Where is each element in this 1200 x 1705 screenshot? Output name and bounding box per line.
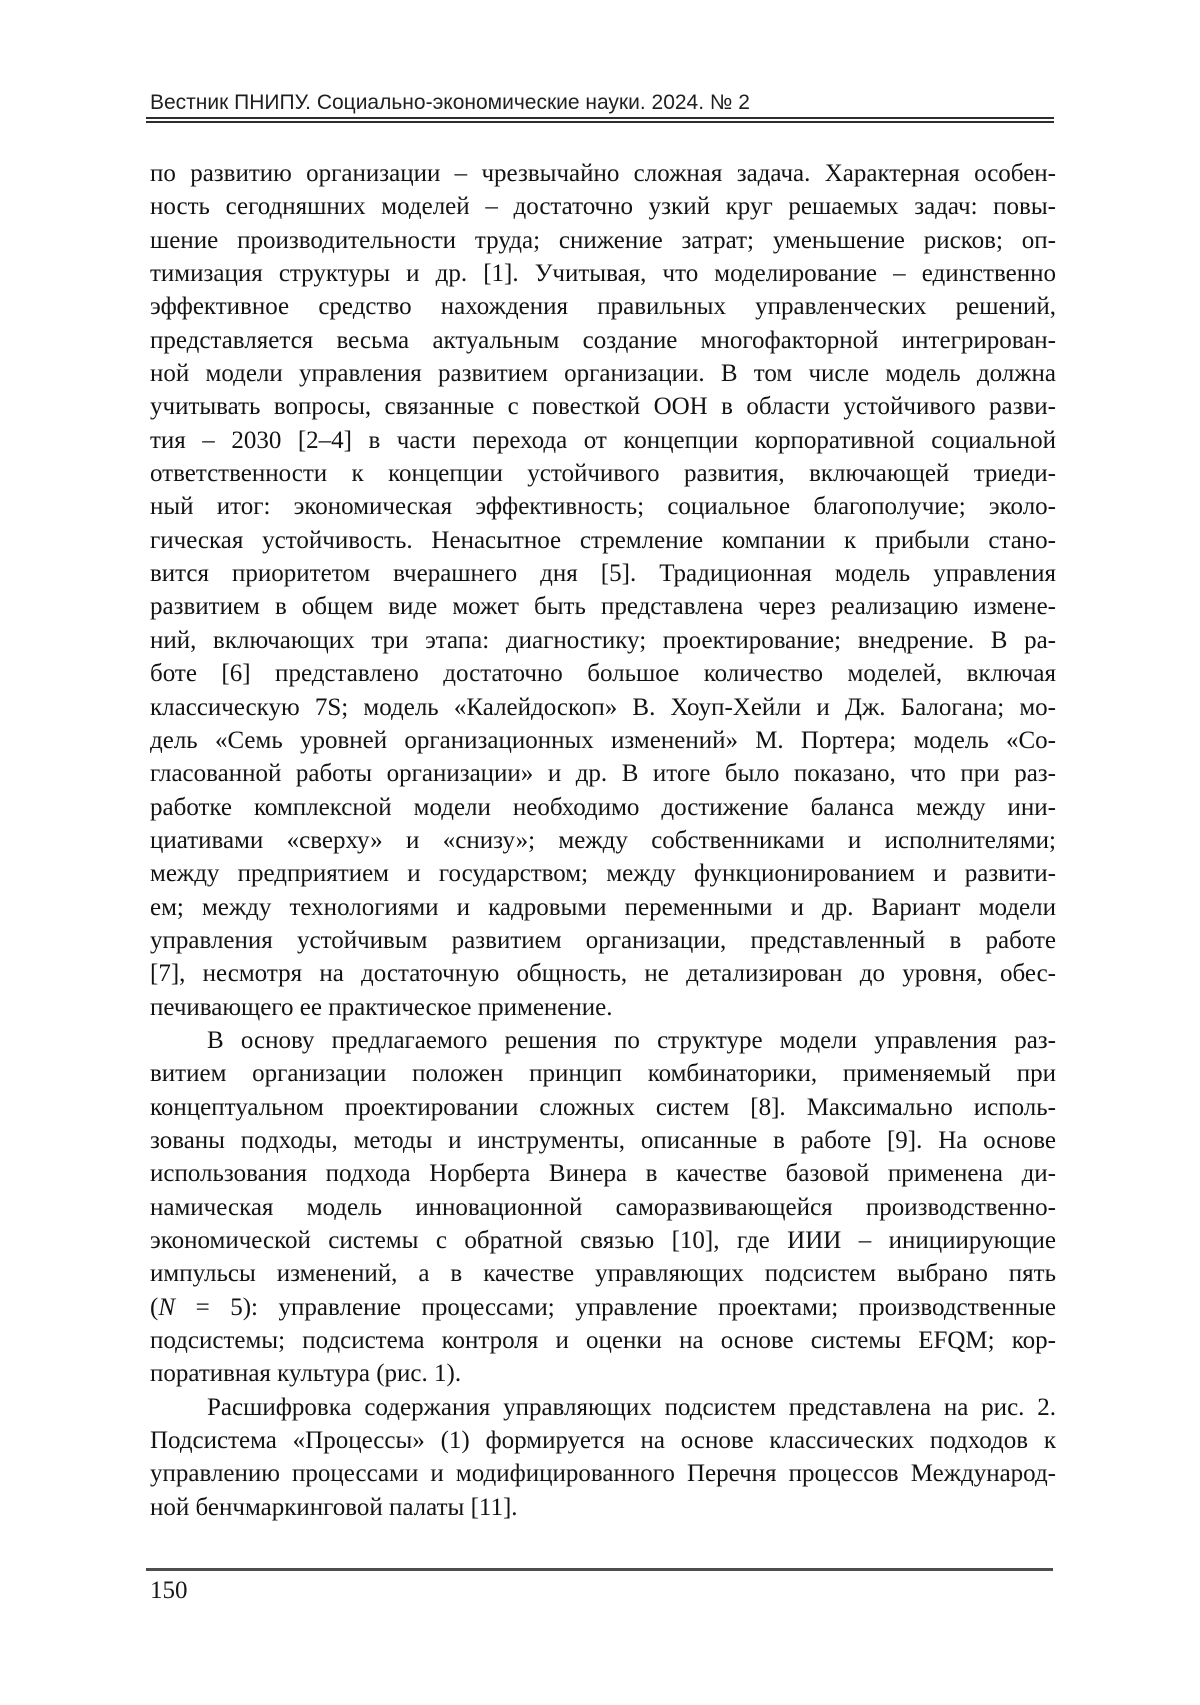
text-line: намическая модель инновационной саморазвивающейся производственно- (150, 1193, 1056, 1221)
text-line: ность сегодняшних моделей – достаточно узкий круг решаемых задач: повы- (150, 193, 1056, 221)
text-line: Подсистема «Процессы» (1) формируется на основе классических подходов к (150, 1427, 1056, 1455)
article-text (150, 157, 1056, 1524)
text-line: витием организации положен принцип комбинаторики, применяемый при (150, 1060, 1056, 1088)
text-line: (N = 5): управление процессами; управление проектами; производственные (150, 1293, 1056, 1321)
text-line: ем; между технологиями и кадровыми переменными и др. Вариант модели (150, 893, 1056, 921)
text-line: импульсы изменений, а в качестве управляющих подсистем выбрано пять (150, 1260, 1056, 1288)
text-line: зованы подходы, методы и инструменты, описанные в работе [9]. На основе (150, 1126, 1056, 1154)
text-line: концептуальном проектировании сложных систем [8]. Максимально исполь- (150, 1093, 1056, 1121)
text-line: циативами «сверху» и «снизу»; между собственниками и исполнителями; (150, 826, 1056, 854)
running-header: Вестник ПНИПУ. Социально-экономические науки. 2024. № 2 (150, 91, 750, 114)
text-line: развитием в общем виде может быть представлена через реализацию измене- (150, 593, 1056, 621)
text-line: эффективное средство нахождения правильных управленческих решений, (150, 293, 1056, 321)
text-line: В основу предлагаемого решения по структуре модели управления раз- (207, 1026, 1056, 1054)
text-line: экономической системы с обратной связью [10], где ИИИ – инициирующие (150, 1227, 1056, 1254)
text-line: подсистемы; подсистема контроля и оценки на основе системы EFQM; кор- (150, 1327, 1056, 1355)
text-line: ный итог: экономическая эффективность; социальное благополучие; эколо- (150, 493, 1056, 521)
text-line: ний, включающих три этапа: диагностику; проектирование; внедрение. В ра- (150, 626, 1056, 654)
text-line: управлению процессами и модифицированного Перечня процессов Международ- (150, 1460, 1056, 1488)
header-rule (146, 117, 1054, 123)
page-number: 150 (150, 1577, 188, 1604)
text-line: ной бенчмаркинговой палаты [11]. (150, 1493, 518, 1521)
text-line: работке комплексной модели необходимо достижение баланса между ини- (150, 793, 1056, 821)
text-line: Расшифровка содержания управляющих подсистем представлена на рис. 2. (207, 1393, 1056, 1421)
text-line: вится приоритетом вчерашнего дня [5]. Традиционная модель управления (150, 560, 1056, 588)
text-line: классическую 7S; модель «Калейдоскоп» В. Хоуп-Хейли и Дж. Балогана; мо- (150, 693, 1056, 721)
text-line: тия – 2030 [2–4] в части перехода от концепции корпоративной социальной (150, 426, 1056, 454)
text-line: управления устойчивым развитием организации, представленный в работе (150, 926, 1056, 954)
text-line: ответственности к концепции устойчивого развития, включающей триеди- (150, 460, 1056, 488)
text-line: печивающего ее практическое применение. (150, 993, 613, 1021)
text-line: гласованной работы организации» и др. В итоге было показано, что при раз- (150, 760, 1056, 788)
text-line: учитывать вопросы, связанные с повесткой ООН в области устойчивого разви- (150, 393, 1056, 421)
text-line: дель «Семь уровней организационных изменений» М. Портера; модель «Со- (150, 726, 1056, 754)
text-line: представляется весьма актуальным создание многофакторной интегрирован- (150, 326, 1056, 354)
text-line: использования подхода Норберта Винера в качестве базовой применена ди- (150, 1160, 1056, 1188)
text-line: боте [6] представлено достаточно большое количество моделей, включая (150, 660, 1056, 688)
text-line: по развитию организации – чрезвычайно сложная задача. Характерная особен- (150, 160, 1056, 187)
text-line: шение производительности труда; снижение затрат; уменьшение рисков; оп- (150, 226, 1056, 254)
footer-rule (146, 1568, 1053, 1571)
text-line: [7], несмотря на достаточную общность, не детализирован до уровня, обес- (150, 960, 1056, 988)
text-line: между предприятием и государством; между функционированием и развити- (150, 860, 1056, 888)
text-line: ной модели управления развитием организации. В том числе модель должна (150, 360, 1056, 388)
text-line: поративная культура (рис. 1). (150, 1360, 462, 1388)
text-line: тимизация структуры и др. [1]. Учитывая, что моделирование – единственно (150, 260, 1056, 288)
text-line: гическая устойчивость. Ненасытное стремление компании к прибыли стано- (150, 526, 1056, 554)
